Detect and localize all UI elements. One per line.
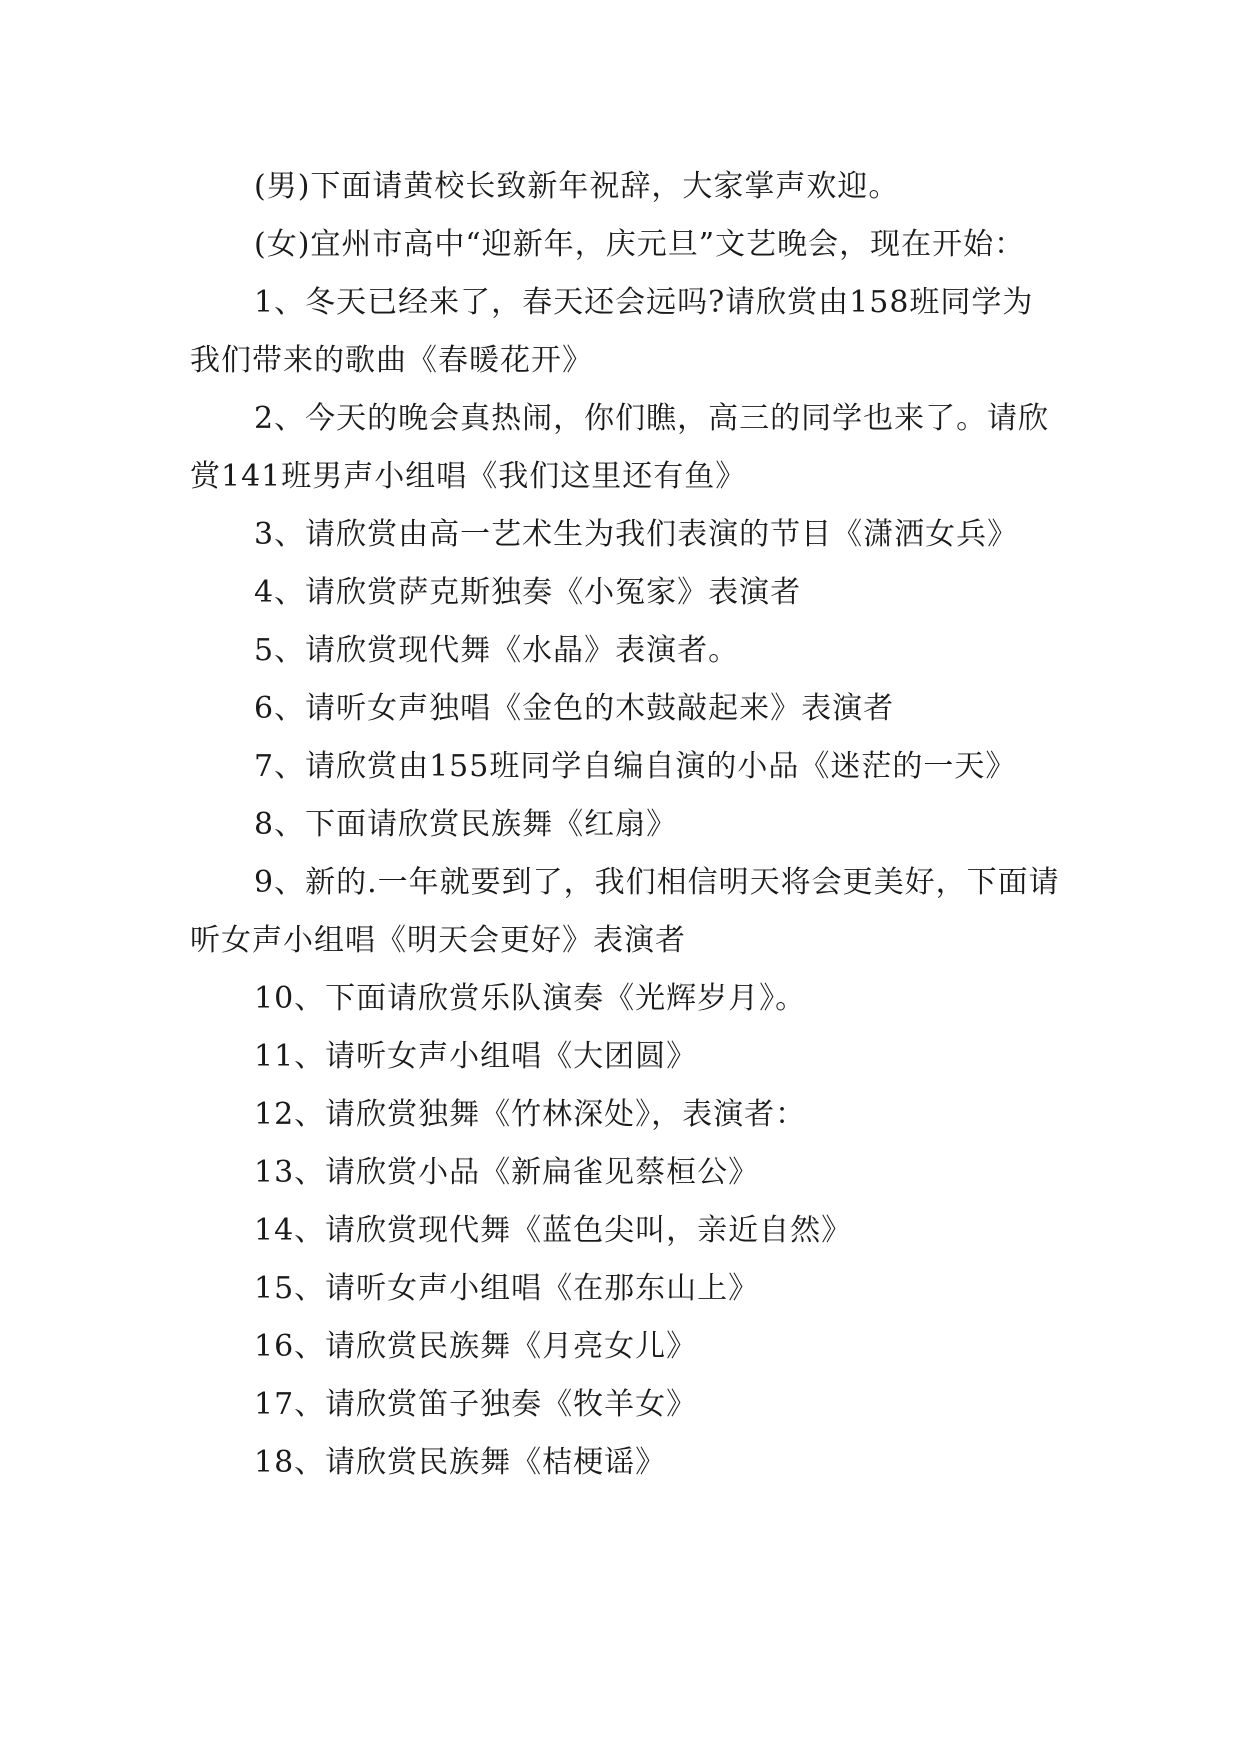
program-item-9: 9、新的.一年就要到了，我们相信明天将会更美好，下面请听女声小组唱《明天会更好》表演者 [190,865,1060,958]
program-item-12: 12、请欣赏独舞《竹林深处》，表演者： [254,1097,807,1132]
program-item-7: 7、请欣赏由155班同学自编自演的小品《迷茫的一天》 [254,749,1017,784]
program-item-16: 16、请欣赏民族舞《月亮女儿》 [254,1329,698,1364]
program-item-6: 6、请听女声独唱《金色的木鼓敲起来》表演者 [254,691,895,726]
document-page [190,158,1060,1492]
program-item-15: 15、请听女声小组唱《在那东山上》 [254,1271,760,1306]
program-item-3: 3、请欣赏由高一艺术生为我们表演的节目《潇洒女兵》 [254,517,1019,552]
program-item-4: 4、请欣赏萨克斯独奏《小冤家》表演者 [254,575,802,610]
program-item-1: 1、冬天已经来了，春天还会远吗?请欣赏由158班同学为我们带来的歌曲《春暖花开》 [190,285,1034,378]
program-item-14: 14、请欣赏现代舞《蓝色尖叫，亲近自然》 [254,1213,853,1248]
program-item-8: 8、下面请欣赏民族舞《红扇》 [254,807,678,842]
program-item-13: 13、请欣赏小品《新扁雀见蔡桓公》 [254,1155,760,1190]
paragraph-principal-speech: (男)下面请黄校长致新年祝辞，大家掌声欢迎。 [254,169,900,204]
paragraph-opening: (女)宜州市高中“迎新年，庆元旦”文艺晚会，现在开始： [254,227,1026,262]
program-item-11: 11、请听女声小组唱《大团圆》 [254,1039,698,1074]
program-item-17: 17、请欣赏笛子独奏《牧羊女》 [254,1387,698,1422]
program-item-2: 2、今天的晚会真热闹，你们瞧，高三的同学也来了。请欣赏141班男声小组唱《我们这里还有鱼》 [190,401,1050,494]
program-item-5: 5、请欣赏现代舞《水晶》表演者。 [254,633,740,668]
program-item-18: 18、请欣赏民族舞《桔梗谣》 [254,1445,667,1480]
program-item-10: 10、下面请欣赏乐队演奏《光辉岁月》。 [254,981,807,1016]
